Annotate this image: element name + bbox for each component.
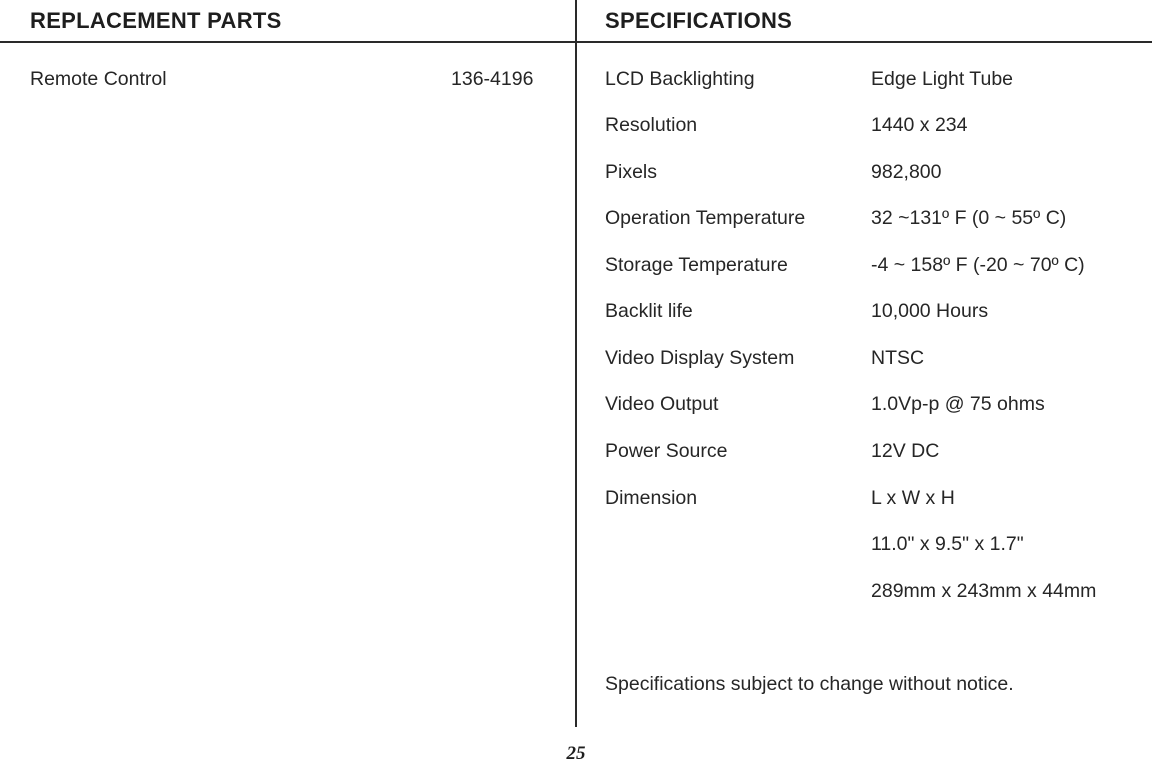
- spec-value: 12V DC: [871, 440, 940, 462]
- part-number: 136-4196: [451, 68, 534, 90]
- page-number: 25: [566, 743, 586, 764]
- spec-value: -4 ~ 158º F (-20 ~ 70º C): [871, 254, 1085, 276]
- spec-value: Edge Light Tube: [871, 68, 1014, 90]
- spec-label: LCD Backlighting: [605, 68, 755, 90]
- spec-value: 1440 x 234: [871, 114, 968, 136]
- spec-value: 10,000 Hours: [871, 300, 989, 322]
- spec-value: L x W x H: [871, 487, 955, 509]
- dimension-millimeters: 289mm x 243mm x 44mm: [871, 580, 1097, 602]
- spec-label: Video Display System: [605, 347, 795, 369]
- spec-value: 982,800: [871, 161, 942, 183]
- spec-label: Backlit life: [605, 300, 693, 322]
- dimension-inches: 11.0" x 9.5" x 1.7": [871, 533, 1024, 555]
- specifications-heading: SPECIFICATIONS: [605, 8, 793, 33]
- part-name: Remote Control: [30, 68, 167, 90]
- spec-value: NTSC: [871, 347, 925, 369]
- spec-label: Operation Temperature: [605, 207, 806, 229]
- spec-label: Video Output: [605, 393, 719, 415]
- spec-label: Storage Temperature: [605, 254, 788, 276]
- spec-value: 1.0Vp-p @ 75 ohms: [871, 393, 1045, 415]
- spec-label: Resolution: [605, 114, 698, 136]
- specifications-notice: Specifications subject to change without notice.: [605, 673, 1014, 695]
- spec-label: Pixels: [605, 161, 658, 183]
- column-divider: [575, 0, 577, 727]
- replacement-parts-heading: REPLACEMENT PARTS: [30, 8, 282, 33]
- spec-label: Power Source: [605, 440, 728, 462]
- spec-value: 32 ~131º F (0 ~ 55º C): [871, 207, 1067, 229]
- spec-label: Dimension: [605, 487, 698, 509]
